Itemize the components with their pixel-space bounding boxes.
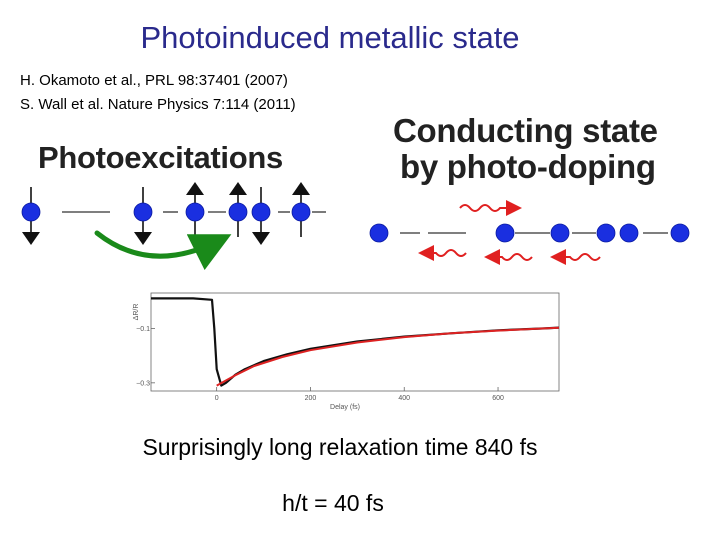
electron-dot: [22, 203, 40, 221]
y-axis-label: ΔR/R: [133, 303, 140, 321]
x-tick-label: 200: [304, 395, 317, 402]
electron-dot: [370, 224, 388, 242]
electron-dot: [597, 224, 615, 242]
conducting-heading-line2: by photo-doping: [400, 148, 656, 185]
electron-dot: [186, 203, 204, 221]
spin-down-arrow-icon: [22, 232, 40, 245]
photoexcitations-heading: Photoexcitations: [38, 140, 283, 175]
spin-down-arrow-icon: [134, 232, 152, 245]
reference-okamoto: H. Okamoto et al., PRL 98:37401 (2007): [20, 72, 288, 89]
page-title: Photoinduced metallic state: [140, 20, 520, 55]
x-tick-label: 400: [398, 395, 411, 402]
electron-dot: [671, 224, 689, 242]
hopping-time-equation: h/t = 40 fs: [282, 490, 384, 516]
x-tick-label: 600: [492, 395, 504, 402]
wave-arrow-right-icon: [460, 205, 518, 211]
x-axis-label: Delay (fs): [330, 404, 360, 411]
y-tick-label: −0.3: [136, 380, 150, 388]
spin-down-arrow-icon: [252, 232, 270, 245]
electron-dot: [229, 203, 247, 221]
x-tick-label: 0: [214, 395, 219, 402]
y-tick-label: −0.1: [136, 325, 150, 333]
electron-dot: [252, 203, 270, 221]
relaxation-caption: Surprisingly long relaxation time 840 fs: [142, 434, 538, 460]
wave-arrow-left-icon: [554, 254, 600, 260]
relaxation-chart: [133, 288, 564, 412]
conducting-heading-line1: Conducting state: [393, 112, 658, 149]
electron-dot: [620, 224, 638, 242]
electron-dot: [551, 224, 569, 242]
electron-dot: [292, 203, 310, 221]
conducting-diagram: [360, 190, 720, 275]
photoexcitation-diagram: [0, 175, 340, 275]
hopping-arrow-icon: [97, 233, 218, 256]
wave-arrow-left-icon: [488, 254, 532, 260]
electron-dot: [134, 203, 152, 221]
reference-wall: S. Wall et al. Nature Physics 7:114 (2011): [20, 96, 296, 113]
electron-dot: [496, 224, 514, 242]
wave-arrow-left-icon: [422, 250, 466, 256]
